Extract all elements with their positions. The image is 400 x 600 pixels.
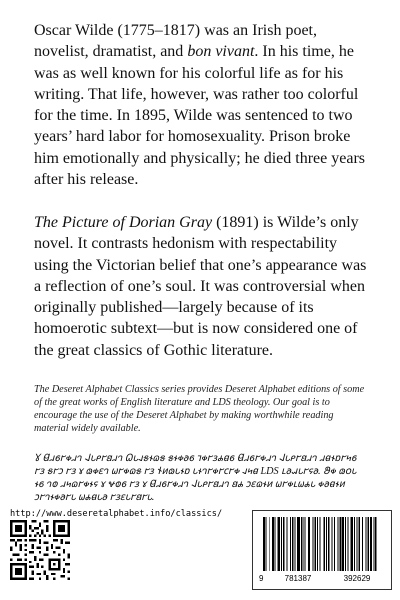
website-url[interactable]: http://www.deseretalphabet.info/classics/ [10,509,223,519]
bio-text-end: . In his time, he was as well known for his colorful life as for his writing. That life, however, was rather too colorful for the time. In 1895, Wilde was sentenced to two years’ hard labor for homosexuality. Prison broke him emotionally and physically; he died three years after his release. [34,43,366,189]
qr-code-icon [10,520,70,580]
deseret-note: 𐐜 𐐔𐐯𐑆𐐲𐑉𐐯𐐻 𐐈𐑊𐑁𐐲𐐺𐐯𐐻 𐐗𐑊𐐰𐑅𐐮𐐿𐑅 𐑅𐐮𐑉𐐨𐑆 𐐹𐑉𐐲𐑂𐐴𐐼𐑆 𐐔𐐯𐑆𐐲𐑉𐐯𐐻 𐐈𐑊𐑁𐐲𐐺𐐯𐐻 𐐯𐐼𐐮𐑇𐐲𐑌𐑆 𐐲𐑂 𐑅𐐲𐑋 𐐲𐑂 𐑄 𐑀𐑉𐐩𐐻 𐐶𐐲𐑉𐐿𐑅 𐐲𐑂 𐐆𐑍𐑀𐑊𐐮𐑇 𐑊𐐮𐐻𐐲𐑉𐐲𐐽𐐲𐑉 𐐰𐑌𐐼 LDS 𐑃𐐨𐐱𐑊𐐲𐐾𐐨. 𐐍𐑉 𐑀𐐬𐑊 𐐮𐑆 𐐻𐐭 𐐯𐑌𐐿𐐲𐑉𐐮𐐾 𐑄 𐐷𐐭𐑆 𐐲𐑂 𐑄 𐐔𐐯𐑆𐐲𐑉𐐯𐐻 𐐈𐑊𐑁𐐲𐐺𐐯𐐻 𐐺𐐴 𐑋𐐩𐐿𐐮𐑍 𐐶𐐲𐑉𐑃𐐶𐐴𐑊 𐑉𐐨𐐼𐐮𐑍 𐑋𐐲𐐻𐐮𐑉𐐨𐐲𐑊 𐐶𐐴𐐼𐑊𐐨 𐐲𐑂𐐩𐑊𐐲𐐺𐐲𐑊. [34,453,357,503]
novel-title: The Picture of Dorian Gray [34,214,213,231]
series-note: The Deseret Alphabet Classics series provides Deseret Alphabet editions of some of the great works of English literature and LDS theology. Our goal is to encourage the use of the Deseret Alphabet by making worthwhile reading material widely available. [34,384,365,434]
barcode-digit-group-2: 392629 [343,574,371,583]
barcode-digit-group-1: 781387 [284,574,312,583]
isbn-barcode [252,510,392,590]
bio-text-start: Oscar Wilde (1775–1817) was an Irish poet, novelist, dramatist, and [34,22,317,61]
barcode-digits [259,574,385,583]
novel-description [34,212,368,361]
barcode-digit-first: 9 [259,574,264,583]
barcode-bars-icon [259,517,385,573]
novel-text: (1891) is Wilde’s only novel. It contrasts hedonism with respectability using the Victorian belief that one’s appearance was a reflection of one’s soul. It was controversial when originally published—largely because of its homoerotic subtext—but is now considered one of the great classics of Gothic literature. [34,214,367,359]
author-bio [34,20,368,190]
bio-emphasis: bon vivant [187,43,255,61]
